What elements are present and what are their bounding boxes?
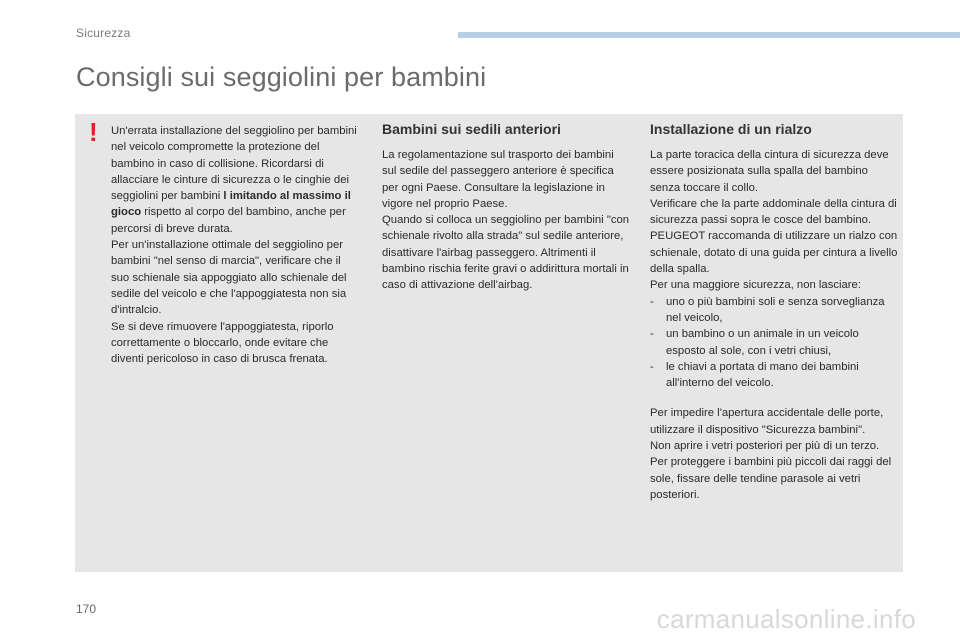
booster-list <box>650 294 900 392</box>
warning-column <box>111 123 359 367</box>
booster-paragraph-3: PEUGEOT raccomanda di utilizzare un rialzo con schienale, dotato di una guida per cintura a livello della spalla. <box>650 230 898 276</box>
watermark: carmanualsonline.info <box>656 604 916 634</box>
front-seats-paragraph-1: La regolamentazione sul trasporto dei bambini sul sedile del passeggero anteriore è specifica per ogni Paese. Consultare la legislazione in vigore nel proprio Paese. <box>382 149 614 210</box>
list-item: - le chiavi a portata di mano dei bambini all'interno del veicolo. <box>650 359 900 392</box>
spacer <box>650 391 900 405</box>
front-seats-column <box>382 120 630 294</box>
booster-paragraph-2: Verificare che la parte addominale della cintura di sicurezza passi sopra le cosce del bambino. <box>650 197 897 227</box>
booster-paragraph-7: Per proteggere i bambini più piccoli dai raggi del sole, fissare delle tendine parasole ai vetri posteriori. <box>650 456 892 501</box>
warning-emphasis: l imitando al massimo il gioco <box>111 190 351 219</box>
warning-paragraph-2: Per un'installazione ottimale del seggiolino per bambini "nel senso di marcia", verificare che il suo schienale sia appoggiato allo schienale del sedile del veicolo e che l'appoggiatesta non sia d'intralcio. <box>111 239 347 317</box>
booster-heading: Installazione di un rialzo <box>650 121 812 137</box>
page-number: 170 <box>76 602 97 616</box>
booster-paragraph-6: Non aprire i vetri posteriori per più di un terzo. <box>650 440 880 453</box>
warning-paragraph-3: Se si deve rimuovere l'appoggiatesta, riporlo correttamente o bloccarlo, onde evitare che diventi pericoloso in caso di brusca frenata. <box>111 320 334 366</box>
front-seats-heading: Bambini sui sedili anteriori <box>382 121 561 137</box>
booster-paragraph-1: La parte toracica della cintura di sicurezza deve essere posizionata sulla spalla del bambino senza toccare il collo. <box>650 149 889 194</box>
front-seats-paragraph-2: Quando si colloca un seggiolino per bambini "con schienale rivolto alla strada" sul sedile anteriore, disattivare l'airbag passeggero. Altrimenti il bambino rischia ferite gravi o addirittura mortali in caso di attivazione dell'airbag. <box>382 214 630 292</box>
header-bar <box>458 32 960 38</box>
booster-paragraph-4: Per una maggiore sicurezza, non lasciare: <box>650 279 861 292</box>
list-item: - un bambino o un animale in un veicolo esposto al sole, con i vetri chiusi, <box>650 326 900 359</box>
section-label: Sicurezza <box>76 26 131 40</box>
warning-paragraph-1: Un'errata installazione del seggiolino per bambini nel veicolo compromette la protezione del bambino in caso di collisione. Ricordarsi di allacciare le cinture di sicurezza o le cinghie dei seggiolini per bambini l imitando al massimo il gioco rispetto al corpo del bambino, anche per percorsi di breve durata. <box>111 125 357 235</box>
booster-paragraph-5: Per impedire l'apertura accidentale delle porte, utilizzare il dispositivo "Sicurezza bambini". <box>650 407 884 436</box>
list-item: - uno o più bambini soli e senza sorveglianza nel veicolo, <box>650 294 900 327</box>
booster-column <box>650 120 900 503</box>
exclamation-warning-icon: ! <box>89 117 98 147</box>
page-title: Consigli sui seggiolini per bambini <box>76 62 487 92</box>
